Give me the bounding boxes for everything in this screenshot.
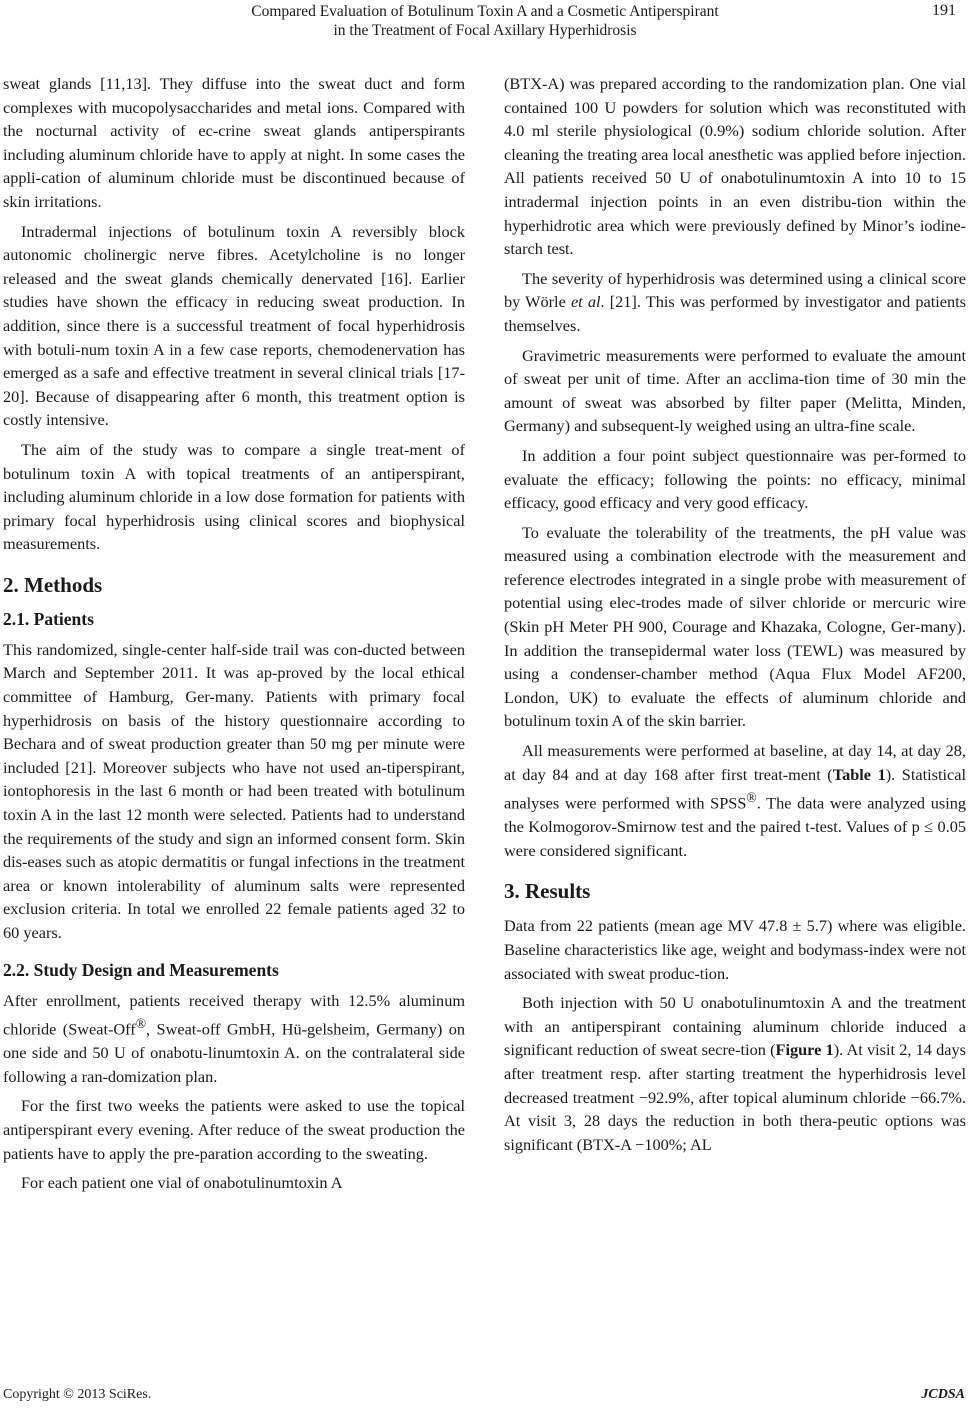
paragraph: The aim of the study was to compare a single treat-ment of botulinum toxin A with topical treatments of an antiperspirant, including aluminum chloride in a low dose formation for patients with primary focal hyperhidrosis using clinical scores and biophysical measurements. — [3, 439, 465, 554]
right-column — [504, 72, 966, 1162]
running-header — [0, 2, 968, 46]
copyright-notice: Copyright © 2013 SciRes. — [3, 1387, 152, 1402]
paragraph: For each patient one vial of onabotulinumtoxin A — [21, 1173, 343, 1193]
paragraph: For the first two weeks the patients were asked to use the topical antiperspirant every evening. After reduce of the sweat production the patients have to apply the pre-paration according to the sweating. — [3, 1096, 465, 1163]
paragraph — [504, 267, 966, 338]
table-reference: Table 1 — [832, 764, 886, 784]
subsection-heading-patients: 2.1. Patients — [3, 608, 94, 629]
text-run: After enrollment, patients received therapy with 12.5% aluminum chloride (Sweat-Off — [3, 990, 465, 1039]
text-run: All measurements were performed at baseline, at day 14, at day 28, at day 84 and at day 168 after first treat-ment ( — [504, 741, 966, 784]
paragraph: In addition a four point subject questionnaire was per-formed to evaluate the efficacy; following the points: no efficacy, minimal efficacy, good efficacy and very good efficacy. — [504, 445, 966, 513]
paragraph — [504, 739, 966, 862]
text-run: The severity of hyperhidrosis was determined using a clinical score by Wörle — [504, 268, 966, 312]
paragraph: (BTX-A) was prepared according to the randomization plan. One vial contained 100 U powders for solution which was reconstituted with 4.0 ml sterile physiological (0.9%) sodium chloride solution. After cleaning the treating area local anesthetic was applied before injection. All patients received 50 U of onabotulinumtoxin A into 10 to 15 intradermal injection points in an even distribu-tion within the hyperhidrotic area which were previously defined by Minor’s iodine-starch test. — [504, 74, 966, 259]
et-al-italic: et al — [570, 292, 601, 312]
section-heading-methods: 2. Methods — [3, 572, 103, 597]
registered-mark: ® — [746, 790, 757, 806]
text-run: . [21]. This was performed by investigator and patients themselves. — [504, 292, 966, 335]
paragraph: Intradermal injections of botulinum toxin A reversibly block autonomic cholinergic nerve fibres. Acetylcholine is no longer released and the sweat glands chemically denervated [16]. Earlier studies have shown the efficacy in reducing sweat production. In addition, since there is a successful treatment of focal hyperhidrosis with botuli-num toxin A in a few case reports, chemodenervation has emerged as a safe and effective treatment in several clinical trials [17-20]. Because of disappearing after 6 month, this treatment option is costly intensive. — [3, 221, 465, 430]
running-title-line-1: Compared Evaluation of Botulinum Toxin A and a Cosmetic Antiperspirant — [251, 3, 719, 20]
text-run: Both injection with 50 U onabotulinumtoxin A and the treatment with an antiperspirant containing aluminum chloride induced a significant reduction of sweat secre-tion ( — [504, 993, 966, 1060]
text-run: ). Statistical analyses were performed with SPSS — [504, 764, 966, 813]
left-column — [3, 72, 465, 1201]
paragraph: Gravimetric measurements were performed to evaluate the amount of sweat per unit of time. After an acclima-tion time of 30 min the amount of sweat was absorbed by filter paper (Melitta, Minden, Germany) and subsequent-ly weighed using an ultra-fine scale. — [504, 345, 966, 436]
running-title-line-2: in the Treatment of Focal Axillary Hyperhidrosis — [333, 22, 637, 39]
figure-reference: Figure 1 — [775, 1040, 834, 1060]
text-run: ). At visit 2, 14 days after treatment resp. after starting treatment the hyperhidrosis level decreased treatment −92.9%, after topical aluminum chloride −66.7%. At visit 3, 28 days the reduction in both thera-peutic options was significant (BTX-A −100%; AL — [504, 1040, 966, 1154]
registered-mark: ® — [135, 1016, 147, 1032]
paragraph: sweat glands [11,13]. They diffuse into the sweat duct and form complexes with mucopolysaccharides and metal ions. Compared with the nocturnal activity of ec-crine sweat glands antiperspirants including aluminum chloride have to apply at night. In some cases the appli-cation of aluminum chloride must be discontinued because of skin irritations. — [3, 74, 465, 211]
paragraph: Data from 22 patients (mean age MV 47.8 ± 5.7) where was eligible. Baseline characteristics like age, weight and bodymass-index were not associated with sweat produc-tion. — [504, 916, 966, 983]
section-heading-results: 3. Results — [504, 879, 591, 904]
paragraph — [504, 991, 966, 1156]
subsection-heading-study-design: 2.2. Study Design and Measurements — [3, 959, 279, 980]
paragraph — [3, 989, 465, 1089]
text-run: . The data were analyzed using the Kolmogorov-Smirnow test and the paired t-test. Values of p ≤ 0.05 were considered significant. — [504, 793, 966, 860]
paragraph: This randomized, single-center half-side trail was con-ducted between March and September 2011. It was ap-proved by the local ethical committee of Hamburg, Ger-many. Patients with primary focal hyperhidrosis on basis of the history questionnaire according to Bechara and of sweat production greater than 50 mg per minute were included [21]. Moreover subjects who have not used an-tiperspirant, iontophoresis in the last 6 month or had been treated with botulinum toxin A in the last 12 month were selected. Patients had to understand the requirements of the study and sign an informed consent form. Skin dis-eases such as atopic dermatitis or fungal infections in the treatment area or known intolerability of aluminum salts were represented exclusion criteria. In total we enrolled 22 female patients aged 32 to 60 years. — [3, 639, 465, 942]
journal-abbreviation: JCDSA — [921, 1387, 965, 1402]
running-title — [150, 2, 820, 40]
page-footer — [3, 1387, 965, 1409]
paragraph: To evaluate the tolerability of the treatments, the pH value was measured using a combination electrode with the measurement and reference electrodes integrated in a single probe with measurement of potential using elec-trodes made of silver chloride or mercuric wire (Skin pH Meter PH 900, Courage and Khazaka, Cologne, Ger-many). In addition the transepidermal water loss (TEWL) was measured by using a condenser-chamber method (Aqua Flux Model AF200, London, UK) to evaluate the effects of aluminum chloride and botulinum toxin A of the skin barrier. — [504, 522, 966, 731]
page-number: 191 — [932, 2, 956, 19]
text-run: , Sweat-off GmbH, Hü-gelsheim, Germany) on one side and 50 U of onabotu-linumtoxin A. on the contralateral side following a ran-domization plan. — [3, 1019, 465, 1086]
